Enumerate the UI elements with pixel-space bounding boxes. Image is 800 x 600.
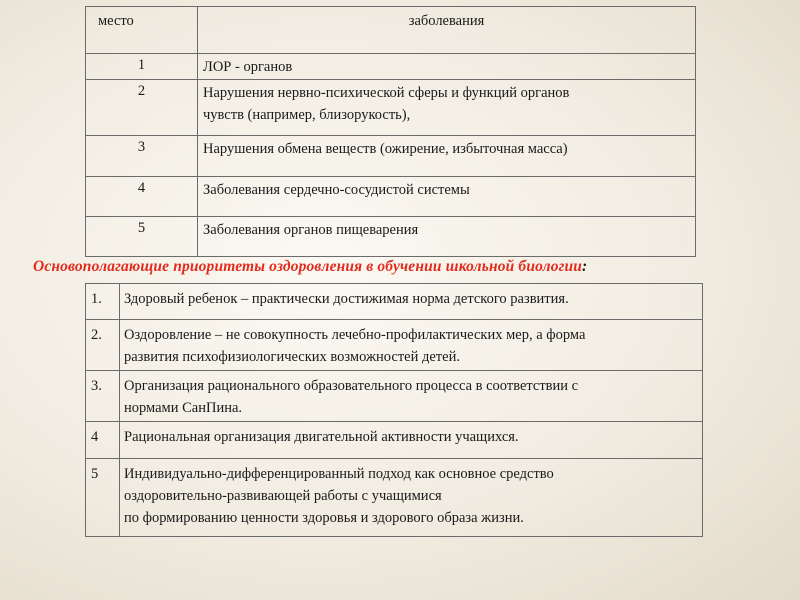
- table-header-row: [86, 7, 696, 54]
- header-place: место: [86, 7, 198, 54]
- row-disease: ЛОР - органов: [198, 54, 696, 80]
- priority-number: 5: [86, 459, 120, 537]
- priority-text: Здоровый ребенок – практически достижимая норма детского развития.: [120, 284, 703, 320]
- table-row: [86, 136, 696, 177]
- row-disease: Заболевания сердечно-сосудистой системы: [198, 177, 696, 217]
- table-row: [86, 371, 703, 422]
- row-disease: Нарушения нервно-психической сферы и функций органов чувств (например, близорукость),: [198, 80, 696, 136]
- priority-text: Оздоровление – не совокупность лечебно-профилактических мер, а форма развития психофизиологических возможностей детей.: [120, 320, 703, 371]
- table-row: [86, 177, 696, 217]
- priority-number: 4: [86, 422, 120, 459]
- priorities-heading: [33, 258, 587, 276]
- table-row: [86, 54, 696, 80]
- priorities-heading-text: Основополагающие приоритеты оздоровления в обучении школьной биологии: [33, 258, 583, 275]
- priority-text: Индивидуально-дифференцированный подход как основное средство оздоровительно-развивающей работы с учащимися по формированию ценности здоровья и здорового образа жизни.: [120, 459, 703, 537]
- table-row: [86, 284, 703, 320]
- row-disease: Заболевания органов пищеварения: [198, 217, 696, 257]
- table-row: [86, 422, 703, 459]
- table-row: [86, 320, 703, 371]
- priority-number: 3.: [86, 371, 120, 422]
- table-row: [86, 80, 696, 136]
- priorities-heading-colon: :: [582, 258, 588, 275]
- row-disease: Нарушения обмена веществ (ожирение, избыточная масса): [198, 136, 696, 177]
- table-row: [86, 459, 703, 537]
- row-place: 5: [86, 217, 198, 257]
- header-diseases: заболевания: [198, 7, 696, 54]
- diseases-table: [85, 6, 696, 257]
- row-place: 4: [86, 177, 198, 217]
- priority-number: 1.: [86, 284, 120, 320]
- priority-number: 2.: [86, 320, 120, 371]
- row-place: 2: [86, 80, 198, 136]
- row-place: 1: [86, 54, 198, 80]
- row-place: 3: [86, 136, 198, 177]
- table-row: [86, 217, 696, 257]
- priorities-table: [85, 283, 703, 537]
- priority-text: Рациональная организация двигательной активности учащихся.: [120, 422, 703, 459]
- priority-text: Организация рационального образовательного процесса в соответствии с нормами СанПина.: [120, 371, 703, 422]
